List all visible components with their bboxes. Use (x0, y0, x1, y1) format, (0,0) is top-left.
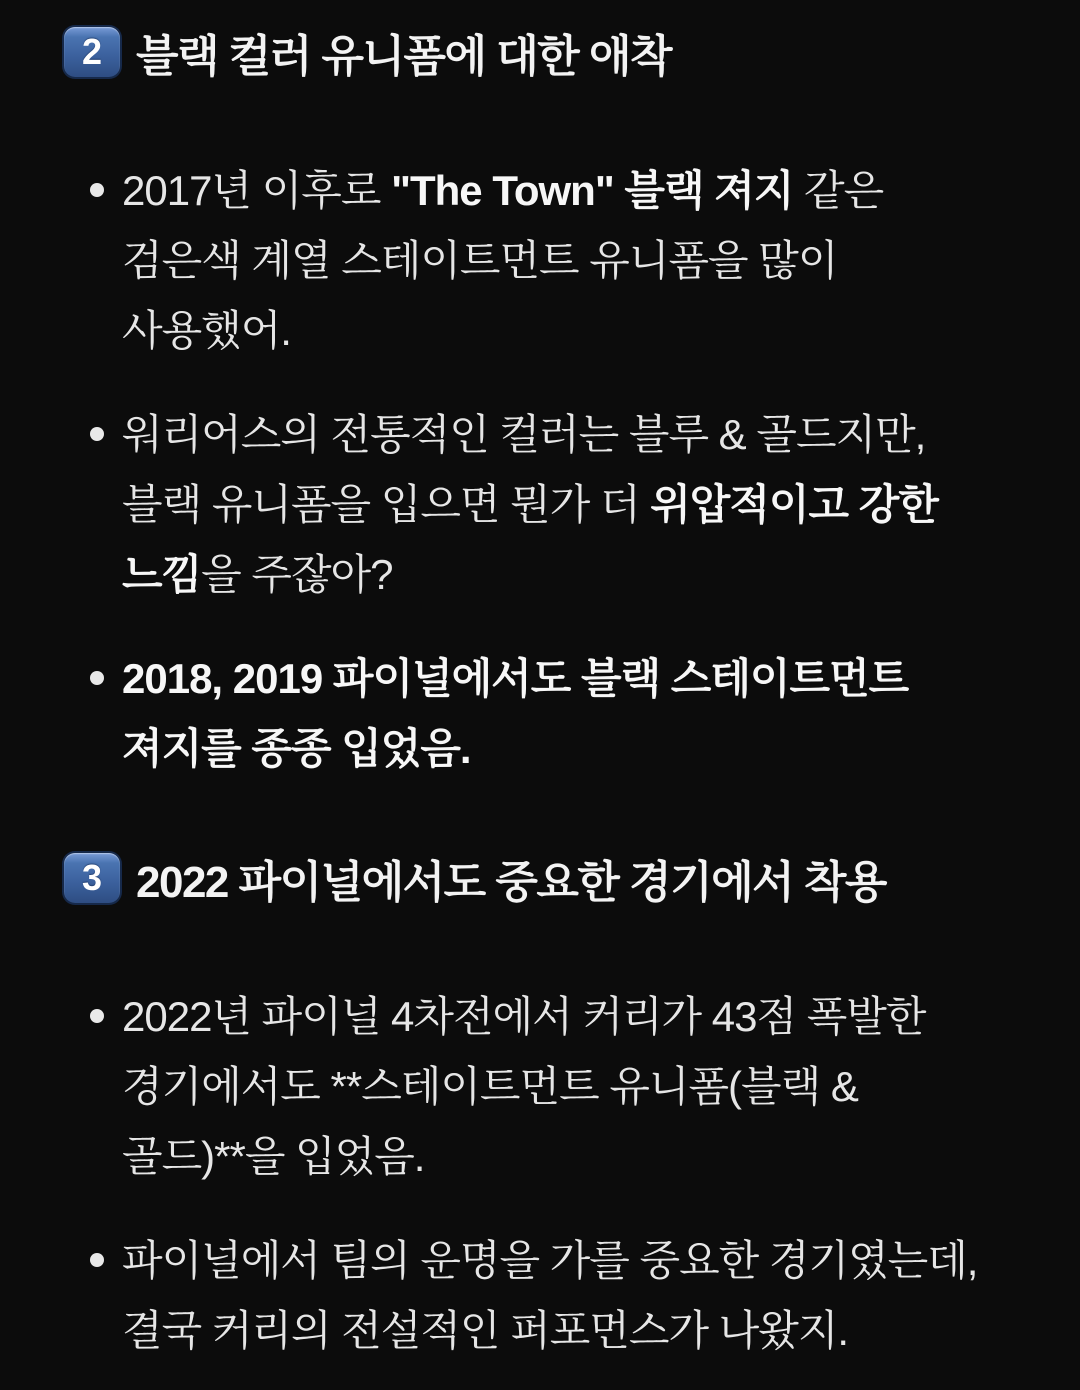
section-2-heading (64, 20, 1040, 84)
list-item: 워리어스의 전통적인 컬러는 블루 & 골드지만, 블랙 유니폼을 입으면 뭔가 더 위압적이고 강한 느낌을 주잖아? (72, 400, 1040, 610)
keycap-3-icon: 3 (64, 853, 120, 903)
list-item: 2022년 파이널 4차전에서 커리가 43점 폭발한 경기에서도 **스테이트먼트 유니폼(블랙 & 골드)**을 입었음. (72, 982, 1040, 1192)
section-3-title: 2022 파이널에서도 중요한 경기에서 착용 (136, 858, 886, 907)
list-item: 2018, 2019 파이널에서도 블랙 스테이트먼트 져지를 종종 입었음. (72, 644, 1040, 784)
bullet-list-uniform-attachment (64, 156, 1040, 784)
keycap-2-icon: 2 (64, 27, 120, 77)
section-2-title: 블랙 컬러 유니폼에 대한 애착 (136, 32, 671, 81)
list-item: 파이널에서 팀의 운명을 가를 중요한 경기였는데, 결국 커리의 전설적인 퍼포먼스가 나왔지. (72, 1226, 1040, 1366)
section-3-heading (64, 846, 1040, 910)
list-item: 2017년 이후로 "The Town" 블랙 져지 같은 검은색 계열 스테이트먼트 유니폼을 많이 사용했어. (72, 156, 1040, 366)
bullet-list-2022-finals (64, 982, 1040, 1366)
